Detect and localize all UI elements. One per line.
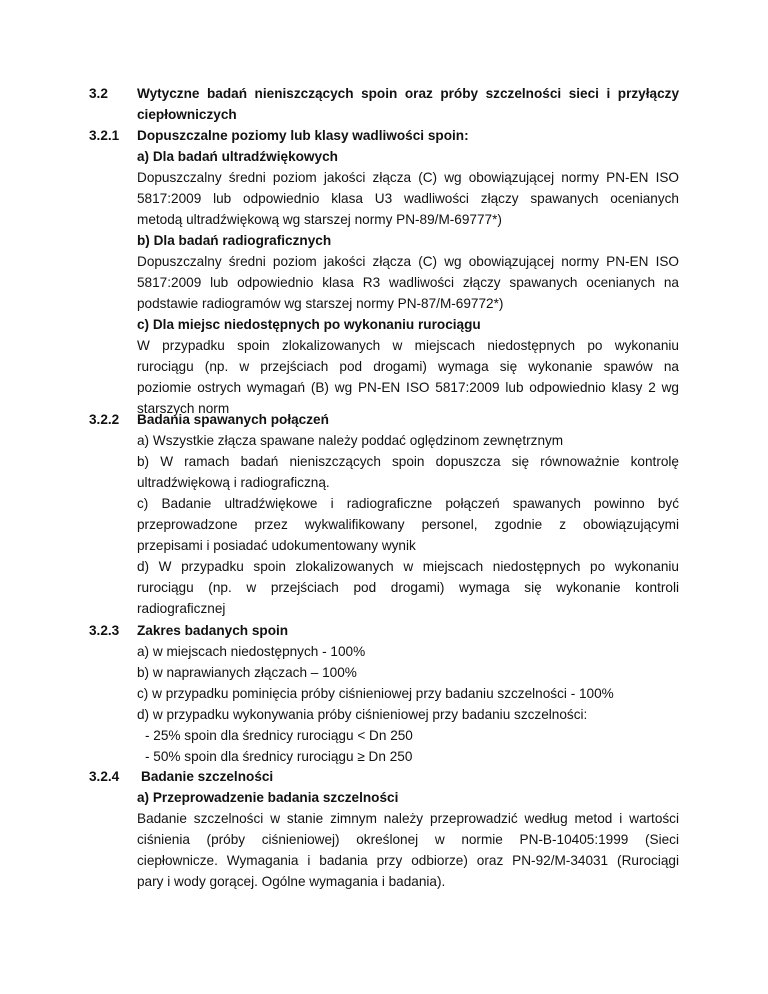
paragraph-line: W przypadku spoin zlokalizowanych w miejscach niedostępnych po wykonaniu: [137, 338, 679, 353]
section-number: 3.2: [89, 86, 108, 101]
paragraph-line: 5817:2009 lub odpowiednio klasa U3 wadliwości złączy spawanych ocenianych: [137, 191, 679, 206]
list-subitem: - 25% spoin dla średnicy rurociągu < Dn 250: [145, 728, 413, 743]
subsection-heading: b) Dla badań radiograficznych: [137, 233, 332, 248]
paragraph-line: metodą ultradźwiękową wg starszej normy PN-89/M-69777*): [137, 212, 502, 227]
section-title-line: ciepłowniczych: [137, 107, 237, 122]
section-title: Badanie szczelności: [141, 769, 274, 784]
paragraph-line: podstawie radiogramów wg starszej normy PN-87/M-69772*): [137, 296, 504, 311]
paragraph-line: przeprowadzone przez wykwalifikowany personel, zgodnie z obowiązującymi: [137, 517, 679, 532]
paragraph-line: poziomie ostrych wymagań (B) wg PN-EN ISO 5817:2009 lub odpowiednio klasy 2 wg: [137, 380, 679, 395]
section-3-2-2: [89, 409, 679, 619]
paragraph-line: ciśnienia (próby ciśnieniowej) określonej w normie PN-B-10405:1999 (Sieci: [137, 832, 679, 847]
paragraph-line: c) Badanie ultradźwiękowe i radiograficzne połączeń spawanych powinno być: [137, 496, 679, 511]
paragraph-line: Dopuszczalny średni poziom jakości złącza (C) wg obowiązującej normy PN-EN ISO: [137, 170, 679, 185]
paragraph-line: a) Wszystkie złącza spawane należy poddać oględzinom zewnętrznym: [137, 433, 564, 448]
section-number: 3.2.2: [89, 412, 120, 427]
paragraph-line: radiograficznej: [137, 601, 226, 616]
paragraph-line: d) W przypadku spoin zlokalizowanych w miejscach niedostępnych po wykonaniu: [137, 559, 679, 574]
paragraph-line: przepisami i posiadać udokumentowany wynik: [137, 538, 416, 553]
section-3-2-1: [89, 125, 679, 419]
paragraph-line: b) W ramach badań nieniszczących spoin dopuszcza się równoważnie kontrolę: [137, 454, 679, 469]
paragraph-line: Dopuszczalny średni poziom jakości złącza (C) wg obowiązującej normy PN-EN ISO: [137, 254, 679, 269]
paragraph-line: starszych norm: [137, 401, 230, 416]
section-3-2: [89, 83, 679, 125]
paragraph-line: ultradźwiękową i radiograficzną.: [137, 475, 330, 490]
list-item: b) w naprawianych złączach – 100%: [137, 665, 357, 680]
list-subitem: - 50% spoin dla średnicy rurociągu ≥ Dn 250: [145, 749, 413, 764]
paragraph-line: ciepłownicze. Wymagania i badania przy odbiorze) oraz PN-92/M-34031 (Rurociągi: [137, 853, 679, 868]
section-title-line: Wytyczne badań nieniszczących spoin oraz próby szczelności sieci i przyłączy: [137, 86, 679, 101]
subsection-heading: a) Dla badań ultradźwiękowych: [137, 149, 338, 164]
section-title: Zakres badanych spoin: [137, 623, 289, 638]
section-number: 3.2.4: [89, 769, 120, 784]
section-3-2-3: [89, 620, 679, 767]
section-number: 3.2.3: [89, 623, 120, 638]
paragraph-line: pary i wody gorącej. Ogólne wymagania i badania).: [137, 874, 446, 889]
paragraph-line: rurociągu (np. w przejściach pod drogami) wymaga się wykonanie kontroli: [137, 580, 679, 595]
list-item: c) w przypadku pominięcia próby ciśnieniowej przy badaniu szczelności - 100%: [137, 686, 614, 701]
list-item: d) w przypadku wykonywania próby ciśnieniowej przy badaniu szczelności:: [137, 707, 588, 722]
list-item: a) w miejscach niedostępnych - 100%: [137, 644, 366, 659]
section-title: Badania spawanych połączeń: [137, 412, 329, 427]
section-3-2-4: [89, 766, 679, 892]
subsection-heading: a) Przeprowadzenie badania szczelności: [137, 790, 399, 805]
paragraph-line: rurociągu (np. w przejściach pod drogami) wymaga się wykonanie spawów na: [137, 359, 679, 374]
section-number: 3.2.1: [89, 128, 120, 143]
subsection-heading: c) Dla miejsc niedostępnych po wykonaniu rurociągu: [137, 317, 481, 332]
paragraph-line: 5817:2009 lub odpowiednio klasa R3 wadliwości złączy spawanych ocenianych na: [137, 275, 679, 290]
section-title: Dopuszczalne poziomy lub klasy wadliwości spoin:: [137, 128, 469, 143]
paragraph-line: Badanie szczelności w stanie zimnym należy przeprowadzić według metod i wartości: [137, 811, 679, 826]
